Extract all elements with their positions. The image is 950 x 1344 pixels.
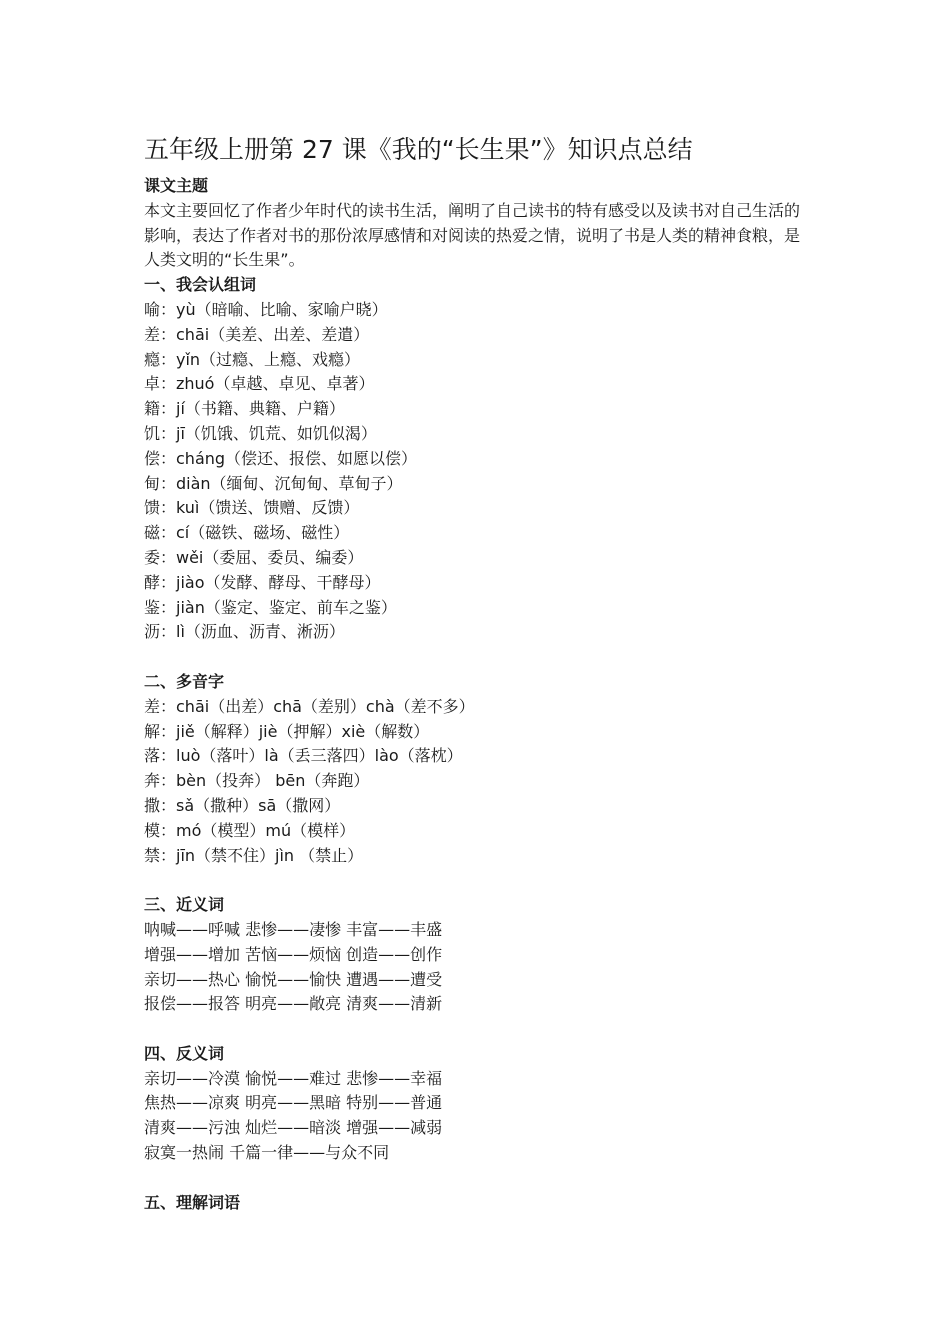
section-heading: 一、我会认组词 — [144, 275, 257, 295]
section-line: 焦热——凉爽 明亮——黑暗 特别——普通 — [144, 1093, 443, 1113]
section-line: 禁：jīn（禁不住）jìn （禁止） — [144, 845, 364, 865]
document-title: 五年级上册第 27 课《我的“长生果”》知识点总结 — [144, 135, 693, 164]
document-page — [144, 130, 814, 1215]
section-line: 卓：zhuó（卓越、卓见、卓著） — [144, 374, 375, 394]
section-line: 模：mó（模型）mú（模样） — [144, 820, 356, 840]
section-line: 解：jiě（解释）jiè（押解）xiè（解数） — [144, 721, 430, 741]
section-line: 增强——增加 苦恼——烦恼 创造——创作 — [144, 944, 443, 964]
section-line: 差：chāi（出差）chā（差别）chà（差不多） — [144, 696, 475, 716]
section-line: 磁：cí（磁铁、磁场、磁性） — [144, 523, 350, 543]
section-spacer — [144, 868, 814, 893]
section-line: 寂寞一热闹 千篇一律——与众不同 — [144, 1143, 390, 1163]
section-line: 差：chāi（美差、出差、差遣） — [144, 324, 370, 344]
section-heading: 三、近义词 — [144, 895, 225, 915]
section-line: 奔：bèn（投奔） bēn（奔跑） — [144, 771, 370, 791]
section-heading: 二、多音字 — [144, 671, 225, 691]
section-line: 落：luò（落叶）là（丢三落四）lào（落枕） — [144, 746, 463, 766]
section-line: 甸：diàn（缅甸、沉甸甸、草甸子） — [144, 473, 403, 493]
section-line: 亲切——冷漠 愉悦——难过 悲惨——幸福 — [144, 1068, 443, 1088]
section-line: 馈：kuì（馈送、馈赠、反馈） — [144, 498, 360, 518]
section-line: 亲切——热心 愉悦——愉快 遭遇——遭受 — [144, 969, 443, 989]
section-line: 撒：sǎ（撒种）sā（撒网） — [144, 795, 341, 815]
section-heading-theme: 课文主题 — [144, 176, 209, 195]
section-line: 鉴：jiàn（鉴定、鉴定、前车之鉴） — [144, 597, 397, 617]
section-spacer — [144, 1017, 814, 1042]
section-line: 报偿——报答 明亮——敞亮 清爽——清新 — [144, 994, 443, 1014]
section-line: 酵：jiào（发酵、酵母、干酵母） — [144, 572, 381, 592]
section-line: 委：wěi（委屈、委员、编委） — [144, 547, 364, 567]
section-line: 沥：lì（沥血、沥青、淅沥） — [144, 622, 345, 642]
section-line: 饥：jī（饥饿、饥荒、如饥似渴） — [144, 423, 377, 443]
section-line: 呐喊——呼喊 悲惨——凄惨 丰富——丰盛 — [144, 919, 443, 939]
section-heading: 四、反义词 — [144, 1043, 225, 1063]
section-line: 喻：yù（暗喻、比喻、家喻户晓） — [144, 299, 388, 319]
section-heading: 五、理解词语 — [144, 1192, 241, 1212]
section-line: 偿：cháng（偿还、报偿、如愿以偿） — [144, 448, 418, 468]
sections-container — [144, 273, 814, 1215]
theme-paragraph: 本文主要回忆了作者少年时代的读书生活，阐明了自己读书的特有感受以及读书对自己生活的影响，表达了作者对书的那份浓厚感情和对阅读的热爱之情，说明了书是人类的精神食粮，是人类文明的“长生果”。 — [144, 200, 801, 270]
section-line: 籍：jí（书籍、典籍、户籍） — [144, 399, 345, 419]
section-spacer — [144, 645, 814, 670]
section-line: 清爽——污浊 灿烂——暗淡 增强——减弱 — [144, 1118, 443, 1138]
section-line: 瘾：yǐn（过瘾、上瘾、戏瘾） — [144, 349, 361, 369]
section-spacer — [144, 1166, 814, 1191]
